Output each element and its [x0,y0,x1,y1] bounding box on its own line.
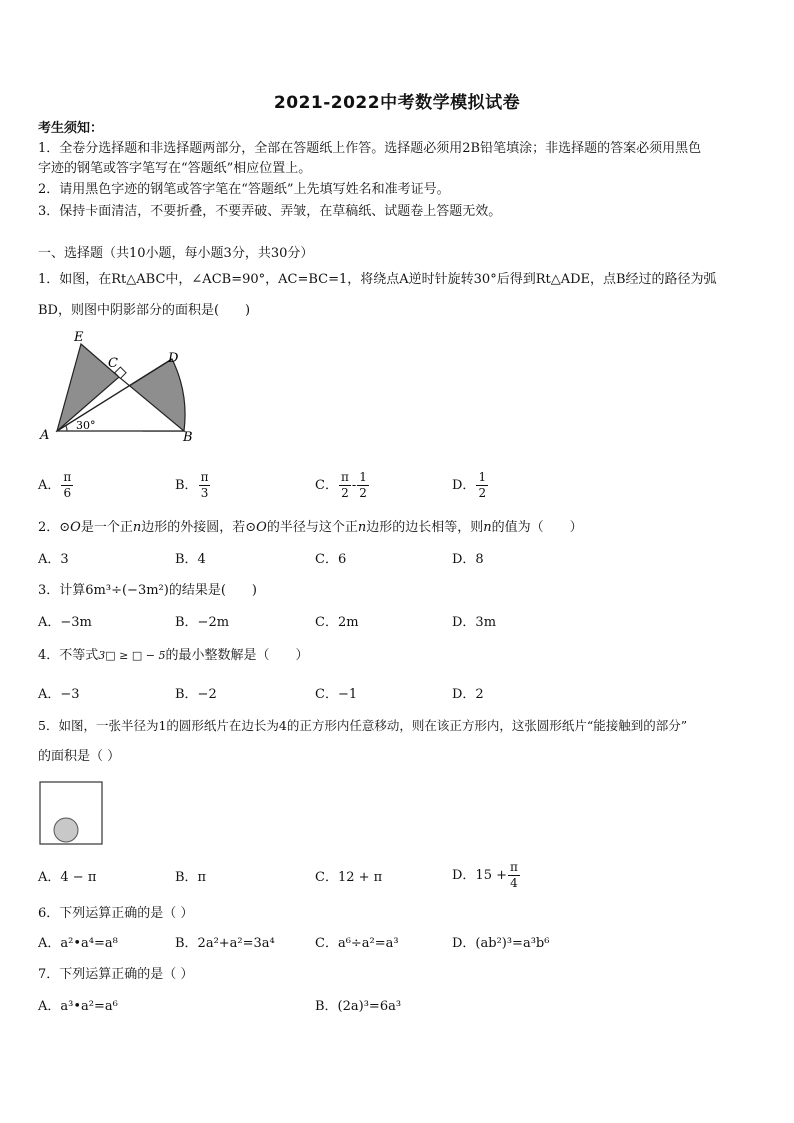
notice-line-2: 字迹的钢笔或答字笔写在“答题纸”相应位置上。 [38,161,312,176]
question-6-text: 6．下列运算正确的是（ ） [38,906,194,921]
option-c[interactable]: C．12 + π [315,870,383,885]
notice-heading: 考生须知： [38,121,104,136]
option-d[interactable]: D．2 [452,687,484,702]
label-a: A [40,428,50,443]
option-d[interactable]: D．8 [452,552,484,567]
fraction: $\frac{\pi}{4}$ [510,860,518,890]
option-d[interactable]: D．3m [452,615,497,630]
option-b[interactable]: B．−2m [175,615,230,630]
option-a[interactable]: A． $\frac{\pi}{6}$ [38,470,72,500]
angle-label: 30° [76,419,96,432]
option-a[interactable]: A．a³•a²=a⁶ [38,999,118,1014]
option-b[interactable]: B．(2a)³=6a³ [315,999,402,1014]
question-1-options [38,470,758,500]
option-c[interactable]: C．6 [315,552,347,567]
question-3-options [38,613,758,635]
inequality-expression: 3□ ≥ □ − 5 [98,649,166,662]
option-d[interactable]: D．15 + $\frac{\pi}{4}$ [452,860,518,890]
question-5-line-1: 5．如图，一张半径为1的圆形纸片在边长为4的正方形内任意移动，则在该正方形内，这张圆形纸片“能接触到的部分” [38,718,688,733]
fraction: $\frac{\pi}{2}$ [340,470,349,500]
question-5-options [38,860,758,890]
question-7-text: 7．下列运算正确的是（ ） [38,967,194,982]
question-5-line-2: 的面积是（ ） [38,749,121,764]
question-7-options [38,997,758,1019]
option-d[interactable]: D． $\frac{1}{2}$ [452,470,487,500]
option-b[interactable]: B．2a²+a²=3a⁴ [175,936,275,951]
question-1-line-1: 1．如图，在Rt△ABC中，∠ACB=90°，AC=BC=1，将绕点A逆时针旋转30°后得到Rt△ADE，点B经过的路径为弧 [38,272,717,287]
option-b[interactable]: B．4 [175,552,206,567]
question-5-figure [38,780,104,848]
option-a[interactable]: A．−3 [38,687,80,702]
label-b: B [183,430,193,445]
paper-circle [54,818,78,842]
fraction: $\frac{1}{2}$ [478,470,487,500]
question-4-options [38,685,758,707]
option-a[interactable]: A．4 − π [38,870,97,885]
fraction: $\frac{\pi}{6}$ [63,470,72,500]
question-1-line-2: BD，则图中阴影部分的面积是( ) [38,303,251,318]
option-c[interactable]: C．a⁶÷a²=a³ [315,936,399,951]
notice-line-3: 2．请用黑色字迹的钢笔或答字笔在“答题纸”上先填写姓名和准考证号。 [38,182,450,197]
option-c[interactable]: C．2m [315,615,359,630]
question-4-text: 4．不等式3□ ≥ □ − 5的最小整数解是（ ） [38,648,309,663]
option-b[interactable]: B．−2 [175,687,217,702]
option-a[interactable]: A．a²•a⁴=a⁸ [38,936,118,951]
fraction: $\frac{\pi}{3}$ [200,470,209,500]
option-a[interactable]: A．3 [38,552,69,567]
question-6-options [38,934,758,956]
question-2-options [38,550,758,572]
question-1-figure [38,325,208,447]
label-d: D [168,351,179,366]
notice-line-4: 3．保持卡面清洁，不要折叠，不要弄破、弄皱，在草稿纸、试题卷上答题无效。 [38,204,502,219]
label-e: E [74,330,84,345]
label-c: C [108,356,118,371]
question-2-text: 2．⊙O是一个正n边形的外接圆，若⊙O的半径与这个正n边形的边长相等，则n的值为（ ） [38,520,583,535]
option-c[interactable]: C． $\frac{\pi}{2}$ - $\frac{1}{2}$ [315,470,367,500]
option-a[interactable]: A．−3m [38,615,92,630]
option-b[interactable]: B．π [175,870,207,885]
fraction: $\frac{1}{2}$ [359,470,367,500]
option-d[interactable]: D．(ab²)³=a³b⁶ [452,936,550,951]
option-c[interactable]: C．−1 [315,687,358,702]
exam-title: 2021-2022中考数学模拟试卷 [273,93,521,113]
notice-line-1: 1．全卷分选择题和非选择题两部分，全部在答题纸上作答。选择题必须用2B铅笔填涂；非选择题的答案必须用黑色 [38,141,702,156]
question-3-text: 3．计算6m³÷(−3m²)的结果是( ) [38,583,257,598]
option-b[interactable]: B． $\frac{\pi}{3}$ [175,470,209,500]
section-heading: 一、选择题（共10小题，每小题3分，共30分） [38,246,314,261]
